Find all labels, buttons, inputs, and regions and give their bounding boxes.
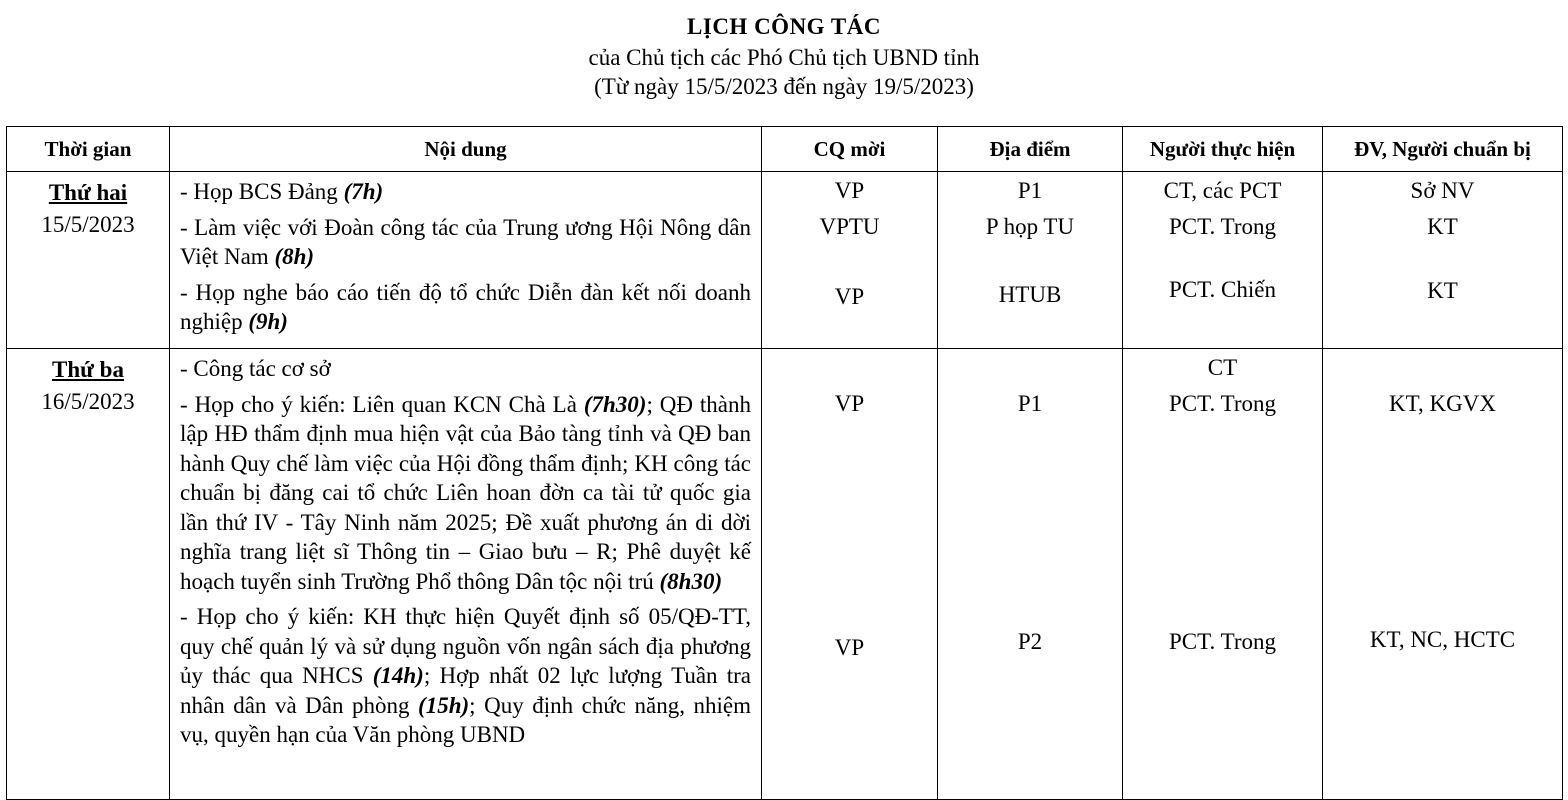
location-value: P2 [1017, 629, 1043, 654]
column-header-content: Nội dung [170, 127, 762, 172]
day-date: 15/5/2023 [41, 212, 135, 237]
preparer-value: Sở NV [1410, 178, 1475, 203]
content-cell [170, 349, 762, 800]
performer-value: CT [1207, 355, 1238, 380]
preparer-cell [1323, 349, 1563, 800]
list-item: - Họp cho ý kiến: KH thực hiện Quyết định số 05/QĐ-TT, quy chế quản lý và sử dụng nguồn vốn ngân sách địa phương ủy thác qua NHCS (14h); Hợp nhất 02 lực lượng Tuần tra nhân dân và Dân phòng (15h); Quy định chức năng, nhiệm vụ, quyền hạn của Văn phòng UBND [180, 604, 751, 747]
day-name: Thứ hai [48, 180, 128, 205]
preparer-value: KT, KGVX [1389, 391, 1496, 416]
header-row [7, 127, 1563, 172]
performer-cell [1123, 349, 1323, 800]
day-date: 16/5/2023 [41, 389, 135, 414]
inviter-value: VP [834, 178, 865, 203]
list-item: - Họp cho ý kiến: Liên quan KCN Chà Là (7h30); QĐ thành lập HĐ thẩm định mua hiện vật của Bảo tàng tỉnh và QĐ ban hành Quy chế làm việc của Hội đồng thẩm định; KH công tác chuẩn bị đăng cai tổ chức Liên hoan đờn ca tài tử quốc gia lần thứ IV - Tây Ninh năm 2025; Đề xuất phương án di dời nghĩa trang liệt sĩ Thông tin – Giao bưu – R; Phê duyệt kế hoạch tuyển sinh Trường Phổ thông Dân tộc nội trú (8h30) [180, 391, 751, 594]
preparer-value: KT [1427, 278, 1458, 303]
location-cell [938, 172, 1123, 349]
performer-value: PCT. Trong [1169, 214, 1276, 239]
date-range: (Từ ngày 15/5/2023 đến ngày 19/5/2023) [594, 74, 974, 99]
column-header-performer: Người thực hiện [1123, 127, 1323, 172]
performer-value: PCT. Chiến [1169, 277, 1276, 302]
table-row [7, 349, 1563, 800]
location-value: HTUB [998, 282, 1062, 307]
list-item: - Công tác cơ sở [180, 356, 331, 381]
day-cell [7, 172, 170, 349]
performer-cell [1123, 172, 1323, 349]
inviter-value: VP [834, 284, 865, 309]
column-header-time: Thời gian [7, 127, 170, 172]
column-header-inviter: CQ mời [762, 127, 938, 172]
inviter-cell [762, 172, 938, 349]
preparer-cell [1323, 172, 1563, 349]
location-value: P1 [1017, 391, 1043, 416]
list-item: - Làm việc với Đoàn công tác của Trung ương Hội Nông dân Việt Nam (8h) [180, 214, 751, 269]
document-title: LỊCH CÔNG TÁC [687, 14, 881, 39]
performer-value: PCT. Trong [1169, 391, 1276, 416]
day-cell [7, 349, 170, 800]
table-row [7, 172, 1563, 349]
column-header-preparer: ĐV, Người chuẩn bị [1323, 127, 1563, 172]
preparer-value: KT [1427, 214, 1458, 239]
content-cell [170, 172, 762, 349]
location-value: P1 [1017, 178, 1043, 203]
performer-value: PCT. Trong [1169, 629, 1276, 654]
schedule-table [6, 126, 1563, 800]
inviter-cell [762, 349, 938, 800]
location-cell [938, 349, 1123, 800]
inviter-value: VP [834, 391, 865, 416]
inviter-value: VPTU [819, 214, 880, 239]
document-subtitle: của Chủ tịch các Phó Chủ tịch UBND tỉnh [588, 45, 980, 70]
day-name: Thứ ba [52, 357, 124, 382]
list-item: - Họp nghe báo cáo tiến độ tổ chức Diễn đàn kết nối doanh nghiệp (9h) [180, 279, 751, 334]
preparer-value: KT, NC, HCTC [1369, 627, 1516, 652]
column-header-location: Địa điểm [938, 127, 1123, 172]
location-value: P họp TU [985, 214, 1075, 239]
list-item: - Họp BCS Đảng (7h) [180, 179, 384, 204]
performer-value: CT, các PCT [1163, 178, 1282, 203]
inviter-value: VP [834, 635, 865, 660]
